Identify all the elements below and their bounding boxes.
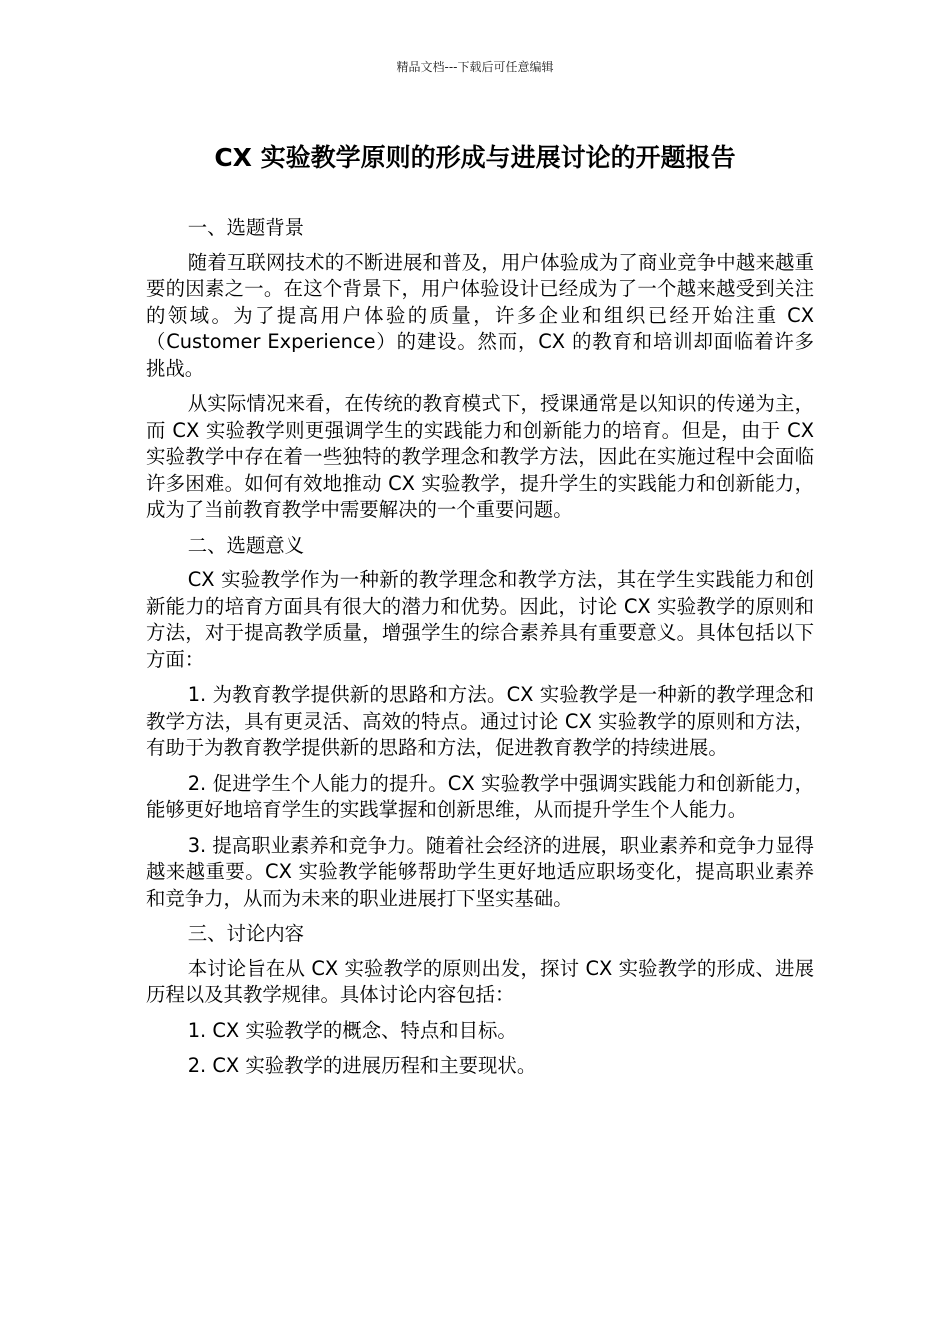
section-heading: 三、讨论内容 xyxy=(187,922,305,945)
list-paragraph: 3. 提高职业素养和竞争力。随着社会经济的进展，职业素养和竞争力显得越来越重要。CX 实验教学能够帮助学生更好地适应职场变化，提高职业素养和竞争力，从而为未来的职业进展打下坚实基础。 xyxy=(146,833,814,910)
list-paragraph: 1. 为教育教学提供新的思路和方法。CX 实验教学是一种新的教学理念和教学方法，具有更灵活、高效的特点。通过讨论 CX 实验教学的原则和方法，有助于为教育教学提供新的思路和方法，促进教育教学的持续进展。 xyxy=(146,683,814,759)
list-paragraph: 2. CX 实验教学的进展历程和主要现状。 xyxy=(187,1054,537,1077)
list-paragraph: 2. 促进学生个人能力的提升。CX 实验教学中强调实践能力和创新能力，能够更好地培育学生的实践掌握和创新思维，从而提升学生个人能力。 xyxy=(146,771,814,821)
section-heading: 一、选题背景 xyxy=(187,216,305,239)
paragraph: CX 实验教学作为一种新的教学理念和教学方法，其在学生实践能力和创新能力的培育方面具有很大的潜力和优势。因此，讨论 CX 实验教学的原则和方法，对于提高教学质量，增强学生的综合素养具有重要意义。具体包括以下方面： xyxy=(146,568,814,671)
list-paragraph: 1. CX 实验教学的概念、特点和目标。 xyxy=(187,1018,517,1042)
paragraph: 本讨论旨在从 CX 实验教学的原则出发，探讨 CX 实验教学的形成、进展历程以及其教学规律。具体讨论内容包括： xyxy=(146,956,814,1006)
section-heading: 二、选题意义 xyxy=(187,533,305,557)
document-title: CX 实验教学原则的形成与进展讨论的开题报告 xyxy=(214,143,736,172)
paragraph: 随着互联网技术的不断进展和普及，用户体验成为了商业竞争中越来越重要的因素之一。在这个背景下，用户体验设计已经成为了一个越来越受到关注的领域。为了提高用户体验的质量，许多企业和组织已经开始注重 CX（Customer Experience）的建设。然而，CX 的教育和培训却面临着许多挑战。 xyxy=(146,250,814,380)
paragraph: 从实际情况来看，在传统的教育模式下，授课通常是以知识的传递为主，而 CX 实验教学则更强调学生的实践能力和创新能力的培育。但是，由于 CX 实验教学中存在着一些独特的教学理念和教学方法，因此在实施过程中会面临许多困难。如何有效地推动 CX 实验教学，提升学生的实践能力和创新能力，成为了当前教育教学中需要解决的一个重要问题。 xyxy=(146,392,814,521)
document-body xyxy=(146,215,814,1089)
page-header: 精品文档---下载后可任意编辑 xyxy=(396,60,554,74)
